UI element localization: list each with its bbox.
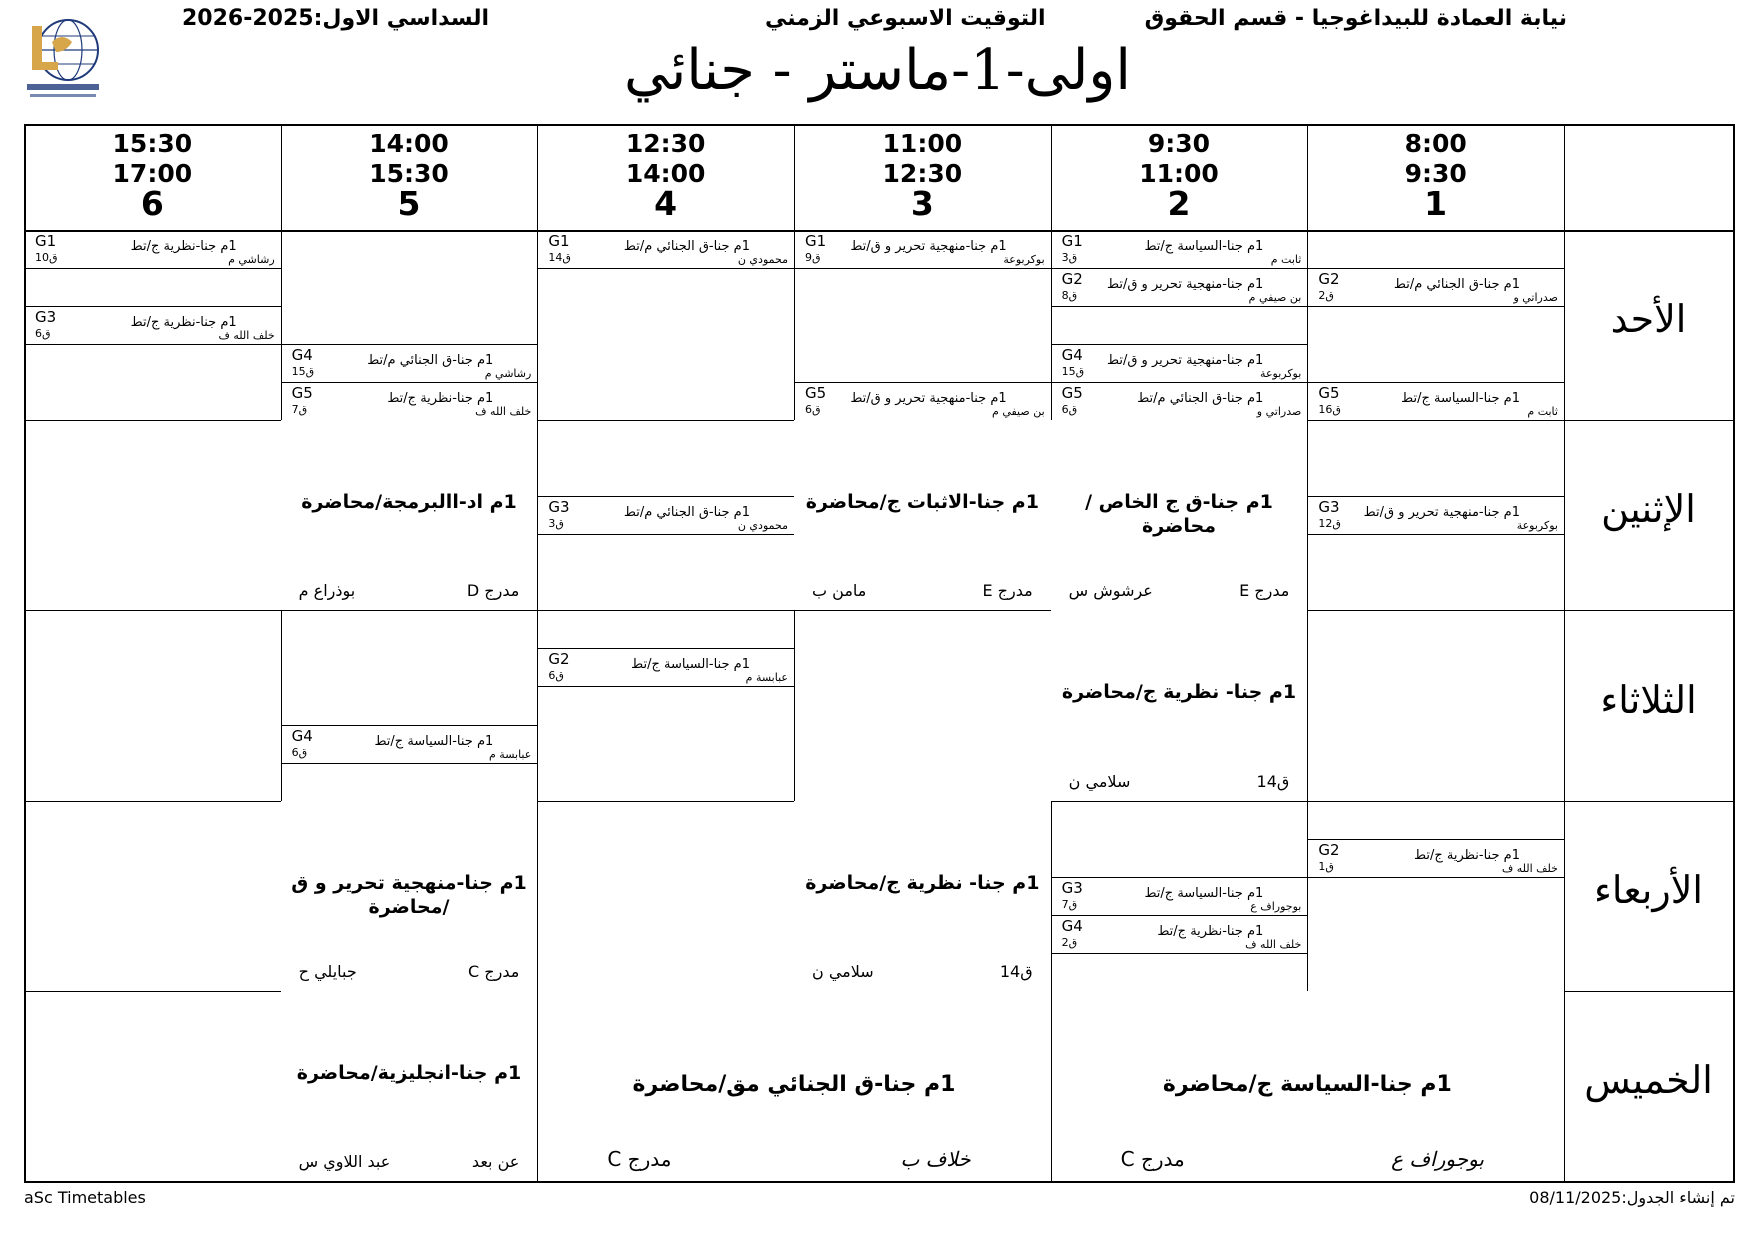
session-teacher: بن صيفي م <box>1248 291 1302 305</box>
session-group: G3 <box>35 308 57 327</box>
session-room: ق7 <box>1061 897 1078 911</box>
session-course: 1م جنا-نظرية ج/تط <box>1157 923 1264 939</box>
session-room: ق16 <box>1318 403 1341 417</box>
day-label: الخميس <box>1584 1057 1713 1102</box>
session-teacher: محمودي ن <box>737 519 788 533</box>
university-logo <box>22 12 102 104</box>
group-session[interactable] <box>1052 382 1308 421</box>
period-number: 1 <box>1424 184 1448 223</box>
session-room: ق2 <box>1318 289 1334 303</box>
session-teacher: بوجوراف ع <box>1250 899 1302 913</box>
lecture-room: ق14 <box>999 961 1033 981</box>
session-teacher: صدراتي و <box>1256 405 1302 419</box>
lecture-room: مدرج D <box>466 581 520 601</box>
session-teacher: صدراتي و <box>1513 291 1558 305</box>
lecture-room: عن بعد <box>471 1151 520 1171</box>
lecture-teacher: بوذراع م <box>298 581 356 601</box>
group-session[interactable] <box>795 230 1051 269</box>
lecture-teacher: عرشوش س <box>1068 581 1153 601</box>
lecture-course: 1م جنا-السياسة ج/محاضرة <box>1162 1071 1452 1097</box>
session-teacher: خلف الله ف <box>1245 937 1302 951</box>
session-group: G4 <box>1061 916 1083 935</box>
lecture-teacher: مامن ب <box>812 581 867 601</box>
lecture-course: 1م جنا- نظرية ج/محاضرة <box>805 871 1040 894</box>
session-room: ق12 <box>1318 517 1341 531</box>
session-course: 1م جنا-نظرية ج/تط <box>1414 847 1520 863</box>
session-teacher: خلف الله ف <box>1501 861 1558 875</box>
group-session[interactable] <box>1052 230 1308 269</box>
schedule-title: التوقيت الاسبوعي الزمني <box>765 6 1046 31</box>
lecture-course: 1م جنا-انجليزية/محاضرة <box>296 1061 522 1084</box>
group-session[interactable] <box>1052 915 1308 954</box>
lecture-teacher: بوجوراف ع <box>1391 1146 1484 1171</box>
lecture-teacher: سلامي ن <box>1068 771 1131 791</box>
period-end: 12:30 <box>882 159 963 188</box>
group-session[interactable] <box>538 648 794 687</box>
session-course: 1م جنا-ق الجنائي م/تط <box>1393 277 1520 293</box>
lecture-border <box>1051 991 1052 1181</box>
session-teacher: عبابسة م <box>745 671 788 685</box>
session-group: G4 <box>1061 346 1083 365</box>
session-group: G3 <box>1318 498 1340 517</box>
session-course: 1م جنا-منهجية تحرير و ق/تط <box>1107 353 1264 369</box>
lecture-session[interactable] <box>281 991 538 1181</box>
session-group: G1 <box>805 232 827 250</box>
period-start: 12:30 <box>625 129 706 158</box>
period-number: 6 <box>140 184 164 223</box>
period-start: 15:30 <box>112 129 193 158</box>
session-group: G1 <box>1061 232 1083 250</box>
session-room: ق6 <box>548 669 564 683</box>
lecture-session[interactable] <box>537 991 1050 1181</box>
session-room: ق9 <box>805 251 821 264</box>
session-room: ق6 <box>805 403 821 417</box>
session-course: 1م جنا-السياسة ج/تط <box>631 657 750 673</box>
period-start: 11:00 <box>882 129 963 158</box>
session-course: 1م جنا-منهجية تحرير و ق/تط <box>850 239 1007 254</box>
group-session[interactable] <box>1052 344 1308 383</box>
day-label: الأربعاء <box>1594 867 1703 912</box>
session-room: ق15 <box>291 365 315 379</box>
session-room: ق6 <box>291 745 308 759</box>
session-teacher: رشاشي م <box>484 367 532 381</box>
lecture-teacher: خلاف ب <box>900 1146 971 1171</box>
session-teacher: ثابت م <box>1527 405 1558 419</box>
session-course: 1م جنا-نظرية ج/تط <box>130 239 237 254</box>
period-header <box>794 129 1051 223</box>
group-session[interactable] <box>1308 496 1564 535</box>
session-course: 1م جنا-نظرية ج/تط <box>387 391 494 407</box>
session-group: G5 <box>1318 384 1340 403</box>
session-course: 1م جنا-منهجية تحرير و ق/تط <box>1107 277 1264 293</box>
group-session[interactable] <box>538 496 794 535</box>
session-teacher: محمودي ن <box>737 253 788 266</box>
period-start: 8:00 <box>1404 129 1467 158</box>
session-room: ق6 <box>35 327 51 341</box>
institution-label: نيابة العمادة للبيداغوجيا - قسم الحقوق <box>1144 6 1567 31</box>
period-end: 15:30 <box>369 159 449 188</box>
session-group: G3 <box>1061 878 1083 897</box>
session-room: ق6 <box>1061 403 1078 417</box>
session-group: G5 <box>291 384 313 403</box>
lecture-room: مدرج C <box>468 961 520 981</box>
session-group: G1 <box>548 232 570 250</box>
lecture-session[interactable] <box>1051 610 1308 800</box>
lecture-course: 1م جنا-الاثبات ج/محاضرة <box>805 491 1039 514</box>
class-title: اولى-1-ماستر - جنائي <box>624 38 1131 103</box>
lecture-room: مدرج C <box>607 1146 672 1171</box>
lecture-room: ق14 <box>1256 771 1290 791</box>
session-group: G3 <box>548 498 570 517</box>
period-end: 14:00 <box>625 159 706 188</box>
group-session[interactable] <box>282 344 538 383</box>
session-teacher: خلف الله ف <box>475 405 532 419</box>
period-number: 4 <box>654 184 678 223</box>
lecture-session[interactable] <box>794 801 1051 991</box>
session-teacher: ثابت م <box>1270 253 1302 266</box>
period-header <box>1051 129 1308 223</box>
session-room: ق14 <box>548 251 571 264</box>
session-course: 1م جنا-نظرية ج/تط <box>130 315 237 331</box>
period-start: 9:30 <box>1147 129 1211 158</box>
group-session[interactable] <box>1308 268 1564 307</box>
session-course: 1م جنا-منهجية تحرير و ق/تط <box>1363 505 1520 521</box>
group-session[interactable] <box>1308 839 1564 878</box>
session-group: G5 <box>805 384 827 403</box>
session-group: G2 <box>1318 840 1340 859</box>
lecture-session[interactable] <box>794 420 1051 610</box>
period-divider <box>24 124 25 1181</box>
period-header <box>1307 129 1564 223</box>
lecture-session[interactable] <box>281 420 538 610</box>
created-date: تم إنشاء الجدول:08/11/2025 <box>1529 1188 1735 1207</box>
lecture-session[interactable] <box>1051 420 1308 610</box>
session-group: G4 <box>291 726 313 745</box>
lecture-course: 1م اد-االبرمجة/محاضرة <box>301 491 517 514</box>
group-session[interactable] <box>25 230 281 269</box>
session-group: G2 <box>548 650 570 669</box>
session-room: ق10 <box>35 251 58 264</box>
session-group: G1 <box>35 232 57 250</box>
session-teacher: بوكربوعة <box>1003 253 1045 266</box>
period-number: 3 <box>910 184 934 223</box>
session-teacher: بن صيفي م <box>992 405 1045 419</box>
period-header <box>24 129 281 223</box>
day-label: الإثنين <box>1601 487 1696 532</box>
session-course: 1م جنا-ق الجنائي م/تط <box>367 353 494 369</box>
lecture-room: مدرج E <box>982 581 1033 601</box>
session-room: ق1 <box>1318 859 1334 873</box>
grid-border-right <box>1733 124 1735 1183</box>
period-end: 11:00 <box>1139 159 1219 188</box>
session-course: 1م جنا-السياسة ج/تط <box>1144 239 1264 254</box>
session-group: G5 <box>1061 384 1083 403</box>
period-end: 17:00 <box>112 159 193 188</box>
session-course: 1م جنا-السياسة ج/تط <box>1144 885 1264 901</box>
period-end: 9:30 <box>1404 159 1467 188</box>
group-session[interactable] <box>1308 382 1564 421</box>
lecture-session[interactable] <box>281 801 538 991</box>
session-teacher: بوكربوعة <box>1260 367 1302 381</box>
group-session[interactable] <box>282 725 538 764</box>
group-session[interactable] <box>538 230 794 269</box>
period-number: 2 <box>1167 184 1191 223</box>
session-course: 1م جنا-منهجية تحرير و ق/تط <box>850 391 1007 407</box>
session-group: G4 <box>291 346 313 365</box>
lecture-teacher: سلامي ن <box>812 961 874 981</box>
semester-label: السداسي الاول:2025-2026 <box>182 6 490 31</box>
session-course: 1م جنا-السياسة ج/تط <box>374 733 494 749</box>
period-header <box>537 129 794 223</box>
session-room: ق3 <box>548 517 564 531</box>
lecture-teacher: عبد اللاوي س <box>298 1151 391 1171</box>
session-course: 1م جنا-السياسة ج/تط <box>1401 391 1520 407</box>
session-room: ق2 <box>1061 935 1078 949</box>
group-session[interactable] <box>282 382 538 421</box>
lecture-session[interactable] <box>1051 991 1564 1181</box>
group-session[interactable] <box>795 382 1051 421</box>
period-number: 5 <box>397 184 421 223</box>
session-teacher: خلف الله ف <box>218 329 275 343</box>
session-course: 1م جنا-ق الجنائي م/تط <box>1137 391 1264 407</box>
session-room: ق7 <box>291 403 308 417</box>
session-teacher: رشاشي م <box>228 253 275 266</box>
session-course: 1م جنا-ق الجنائي م/تط <box>623 505 750 521</box>
session-room: ق3 <box>1061 251 1078 264</box>
session-teacher: بوكربوعة <box>1516 519 1558 533</box>
day-label: الثلاثاء <box>1600 677 1697 722</box>
group-session[interactable] <box>25 306 281 345</box>
lecture-course: 1م جنا-منهجية تحرير و ق /محاضرة <box>291 871 527 918</box>
lecture-course: 1م جنا- نظرية ج/محاضرة <box>1061 681 1297 704</box>
period-start: 14:00 <box>369 129 449 158</box>
session-room: ق8 <box>1061 289 1078 303</box>
group-session[interactable] <box>1052 268 1308 307</box>
period-header <box>281 129 538 223</box>
lecture-room: مدرج E <box>1239 581 1290 601</box>
session-teacher: عبابسة م <box>488 747 532 761</box>
period-divider <box>1564 124 1565 1181</box>
lecture-course: 1م جنا-ق ج الخاص /محاضرة <box>1085 491 1273 538</box>
lecture-teacher: جبايلي ح <box>298 961 357 981</box>
grid-border-bottom <box>24 1181 1733 1183</box>
session-group: G2 <box>1061 270 1083 289</box>
session-course: 1م جنا-ق الجنائي م/تط <box>623 239 750 254</box>
session-room: ق15 <box>1061 365 1085 379</box>
software-label: aSc Timetables <box>24 1188 146 1207</box>
lecture-course: 1م جنا-ق الجنائي مق/محاضرة <box>632 1071 956 1097</box>
day-label: الأحد <box>1610 297 1687 342</box>
session-group: G2 <box>1318 270 1340 289</box>
group-session[interactable] <box>1052 877 1308 916</box>
lecture-room: مدرج C <box>1120 1146 1185 1171</box>
